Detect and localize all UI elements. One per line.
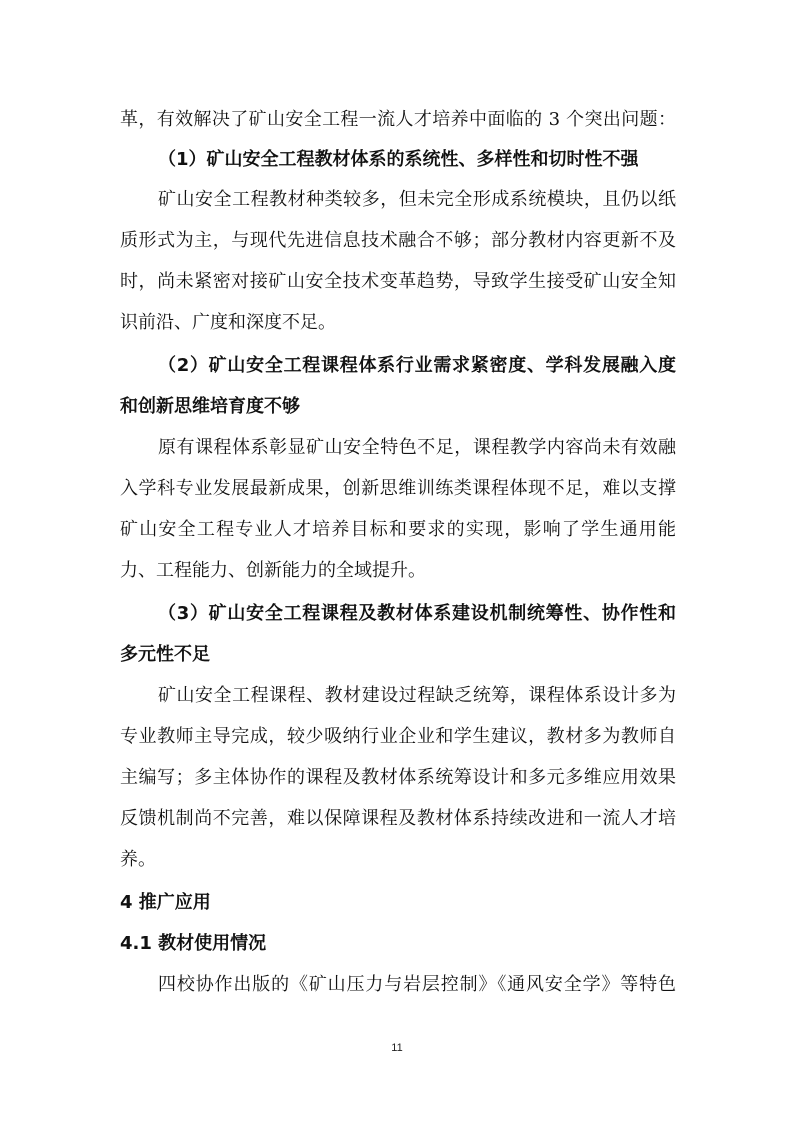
paragraph-line: 质形式为主，与现代先进信息技术融合不够；部分教材内容更新不及 — [120, 230, 676, 251]
page-number: 11 — [391, 1042, 403, 1054]
subheading-3-line2: 多元性不足 — [120, 644, 210, 665]
paragraph-line: 原有课程体系彰显矿山安全特色不足，课程教学内容尚未有效融 — [158, 437, 676, 458]
paragraph-line: 时，尚未紧密对接矿山安全技术变革趋势，导致学生接受矿山安全知 — [120, 271, 676, 292]
paragraph-line: 四校协作出版的《矿山压力与岩层控制》《通风安全学》等特色 — [158, 974, 676, 995]
paragraph-line: 识前沿、广度和深度不足。 — [120, 312, 336, 333]
section-heading-4-1: 4.1 教材使用情况 — [120, 933, 267, 954]
subheading-2-line2: 和创新思维培育度不够 — [120, 396, 300, 417]
paragraph-line: 矿山安全工程教材种类较多，但未完全形成系统模块，且仍以纸 — [158, 189, 676, 210]
paragraph-line: 革，有效解决了矿山安全工程一流人才培养中面临的 3 个突出问题： — [120, 109, 676, 130]
subheading-1: （1）矿山安全工程教材体系的系统性、多样性和切时性不强 — [158, 149, 639, 170]
paragraph-line: 矿山安全工程专业人才培养目标和要求的实现，影响了学生通用能 — [120, 519, 676, 540]
section-heading-4: 4 推广应用 — [120, 892, 211, 913]
subheading-3-line1: （3）矿山安全工程课程及教材体系建设机制统筹性、协作性和 — [158, 603, 676, 624]
paragraph-line: 力、工程能力、创新能力的全域提升。 — [120, 560, 426, 581]
paragraph-line: 矿山安全工程课程、教材建设过程缺乏统筹，课程体系设计多为 — [158, 685, 676, 706]
paragraph-line: 专业教师主导完成，较少吸纳行业企业和学生建议，教材多为教师自 — [120, 726, 676, 747]
paragraph-line: 养。 — [120, 849, 156, 870]
paragraph-line: 反馈机制尚不完善，难以保障课程及教材体系持续改进和一流人才培 — [120, 808, 676, 829]
paragraph-line: 主编写；多主体协作的课程及教材体系统筹设计和多元多维应用效果 — [120, 767, 676, 788]
subheading-2-line1: （2）矿山安全工程课程体系行业需求紧密度、学科发展融入度 — [158, 355, 676, 376]
paragraph-line: 入学科专业发展最新成果，创新思维训练类课程体现不足，难以支撑 — [120, 478, 676, 499]
